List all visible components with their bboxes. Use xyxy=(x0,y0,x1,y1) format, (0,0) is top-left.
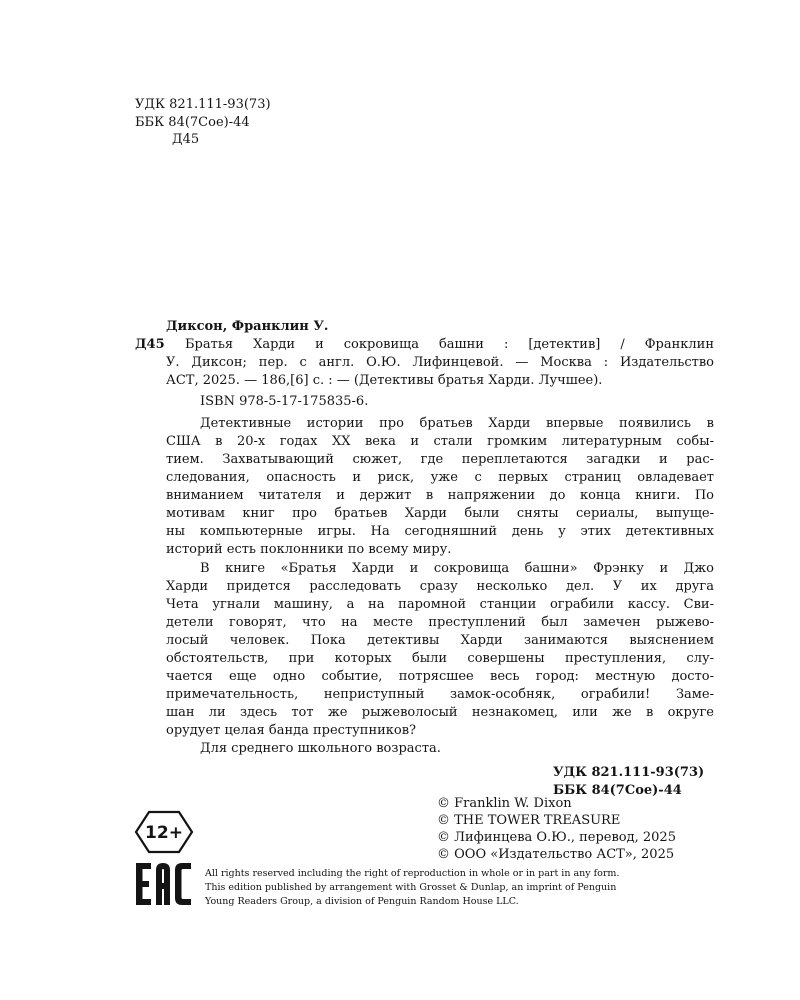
age-note: Для среднего школьного возраста. xyxy=(200,741,441,756)
isbn: ISBN 978-5-17-175835-6. xyxy=(200,394,369,409)
annotation-line: мотивам книг про братьев Харди были сняты сериалы, выпуще- xyxy=(166,506,714,521)
copyright-line: © ООО «Издательство АСТ», 2025 xyxy=(437,847,675,862)
annotation-line: тием. Захватывающий сюжет, где переплетаются загадки и рас- xyxy=(166,452,714,467)
copyright-line: © Franklin W. Dixon xyxy=(437,796,572,811)
annotation-line: обстоятельств, при которых были совершены преступления, слу- xyxy=(166,651,714,666)
annotation-line: лосый человек. Пока детективы Харди занимаются выяснением xyxy=(166,633,714,648)
annotation-line: шан ли здесь тот же рыжеволосый незнакомец, или же в округе xyxy=(166,705,714,720)
annotation-line: историй есть поклонники по всему миру. xyxy=(166,542,452,557)
record-line: АСТ, 2025. — 186,[6] с. : — (Детективы братья Харди. Лучшее). xyxy=(166,373,603,388)
record-line: Братья Харди и сокровища башни : [детектив] / Франклин xyxy=(185,337,714,352)
annotation-line: Детективные истории про братьев Харди впервые появились в xyxy=(200,416,714,431)
eac-mark-icon xyxy=(134,860,194,908)
age-rating-badge xyxy=(134,810,194,854)
annotation-line: Харди придется расследовать сразу несколько дел. У их друга xyxy=(166,579,714,594)
udk-code: УДК 821.111-93(73) xyxy=(135,97,271,112)
udk-code-bottom: УДК 821.111-93(73) xyxy=(553,765,705,780)
copyright-line: © Лифинцева О.Ю., перевод, 2025 xyxy=(437,830,676,845)
rights-line: All rights reserved including the right of reproduction in whole or in part in any form. xyxy=(205,868,620,879)
annotation-line: детели говорят, что на месте преступлений был замечен рыжево- xyxy=(166,615,714,630)
record-line: У. Диксон; пер. с англ. О.Ю. Лифинцевой. — Москва : Издательство xyxy=(166,355,714,370)
bbk-code-bottom: ББК 84(7Сое)-44 xyxy=(553,783,682,798)
annotation-line: Чета угнали машину, а на паромной станции ограбили кассу. Сви- xyxy=(166,597,714,612)
annotation-line: США в 20-х годах XX века и стали громким литературным собы- xyxy=(166,434,714,449)
annotation-line: чается еще одно событие, потрясшее весь город: местную досто- xyxy=(166,669,714,684)
record-author-mark: Д45 xyxy=(135,337,165,352)
annotation-line: примечательность, неприступный замок-особняк, ограбили! Заме- xyxy=(166,687,714,702)
rights-line: This edition published by arrangement with Grosset & Dunlap, an imprint of Penguin xyxy=(205,882,617,893)
author-heading: Диксон, Франклин У. xyxy=(166,319,329,334)
annotation-line: орудует целая банда преступников? xyxy=(166,723,417,738)
annotation-line: ны компьютерные игры. На сегодняшний день у этих детективных xyxy=(166,524,714,539)
bbk-code: ББК 84(7Сое)-44 xyxy=(135,115,250,130)
author-mark: Д45 xyxy=(172,132,200,147)
copyright-line: © THE TOWER TREASURE xyxy=(437,813,621,828)
annotation-line: В книге «Братья Харди и сокровища башни» Фрэнку и Джо xyxy=(200,561,714,576)
annotation-line: следования, опасность и риск, уже с первых страниц овладевает xyxy=(166,470,714,485)
rights-line: Young Readers Group, a division of Penguin Random House LLC. xyxy=(205,896,519,907)
annotation-line: вниманием читателя и держит в напряжении до конца книги. По xyxy=(166,488,714,503)
age-rating-label: 12+ xyxy=(145,823,183,843)
